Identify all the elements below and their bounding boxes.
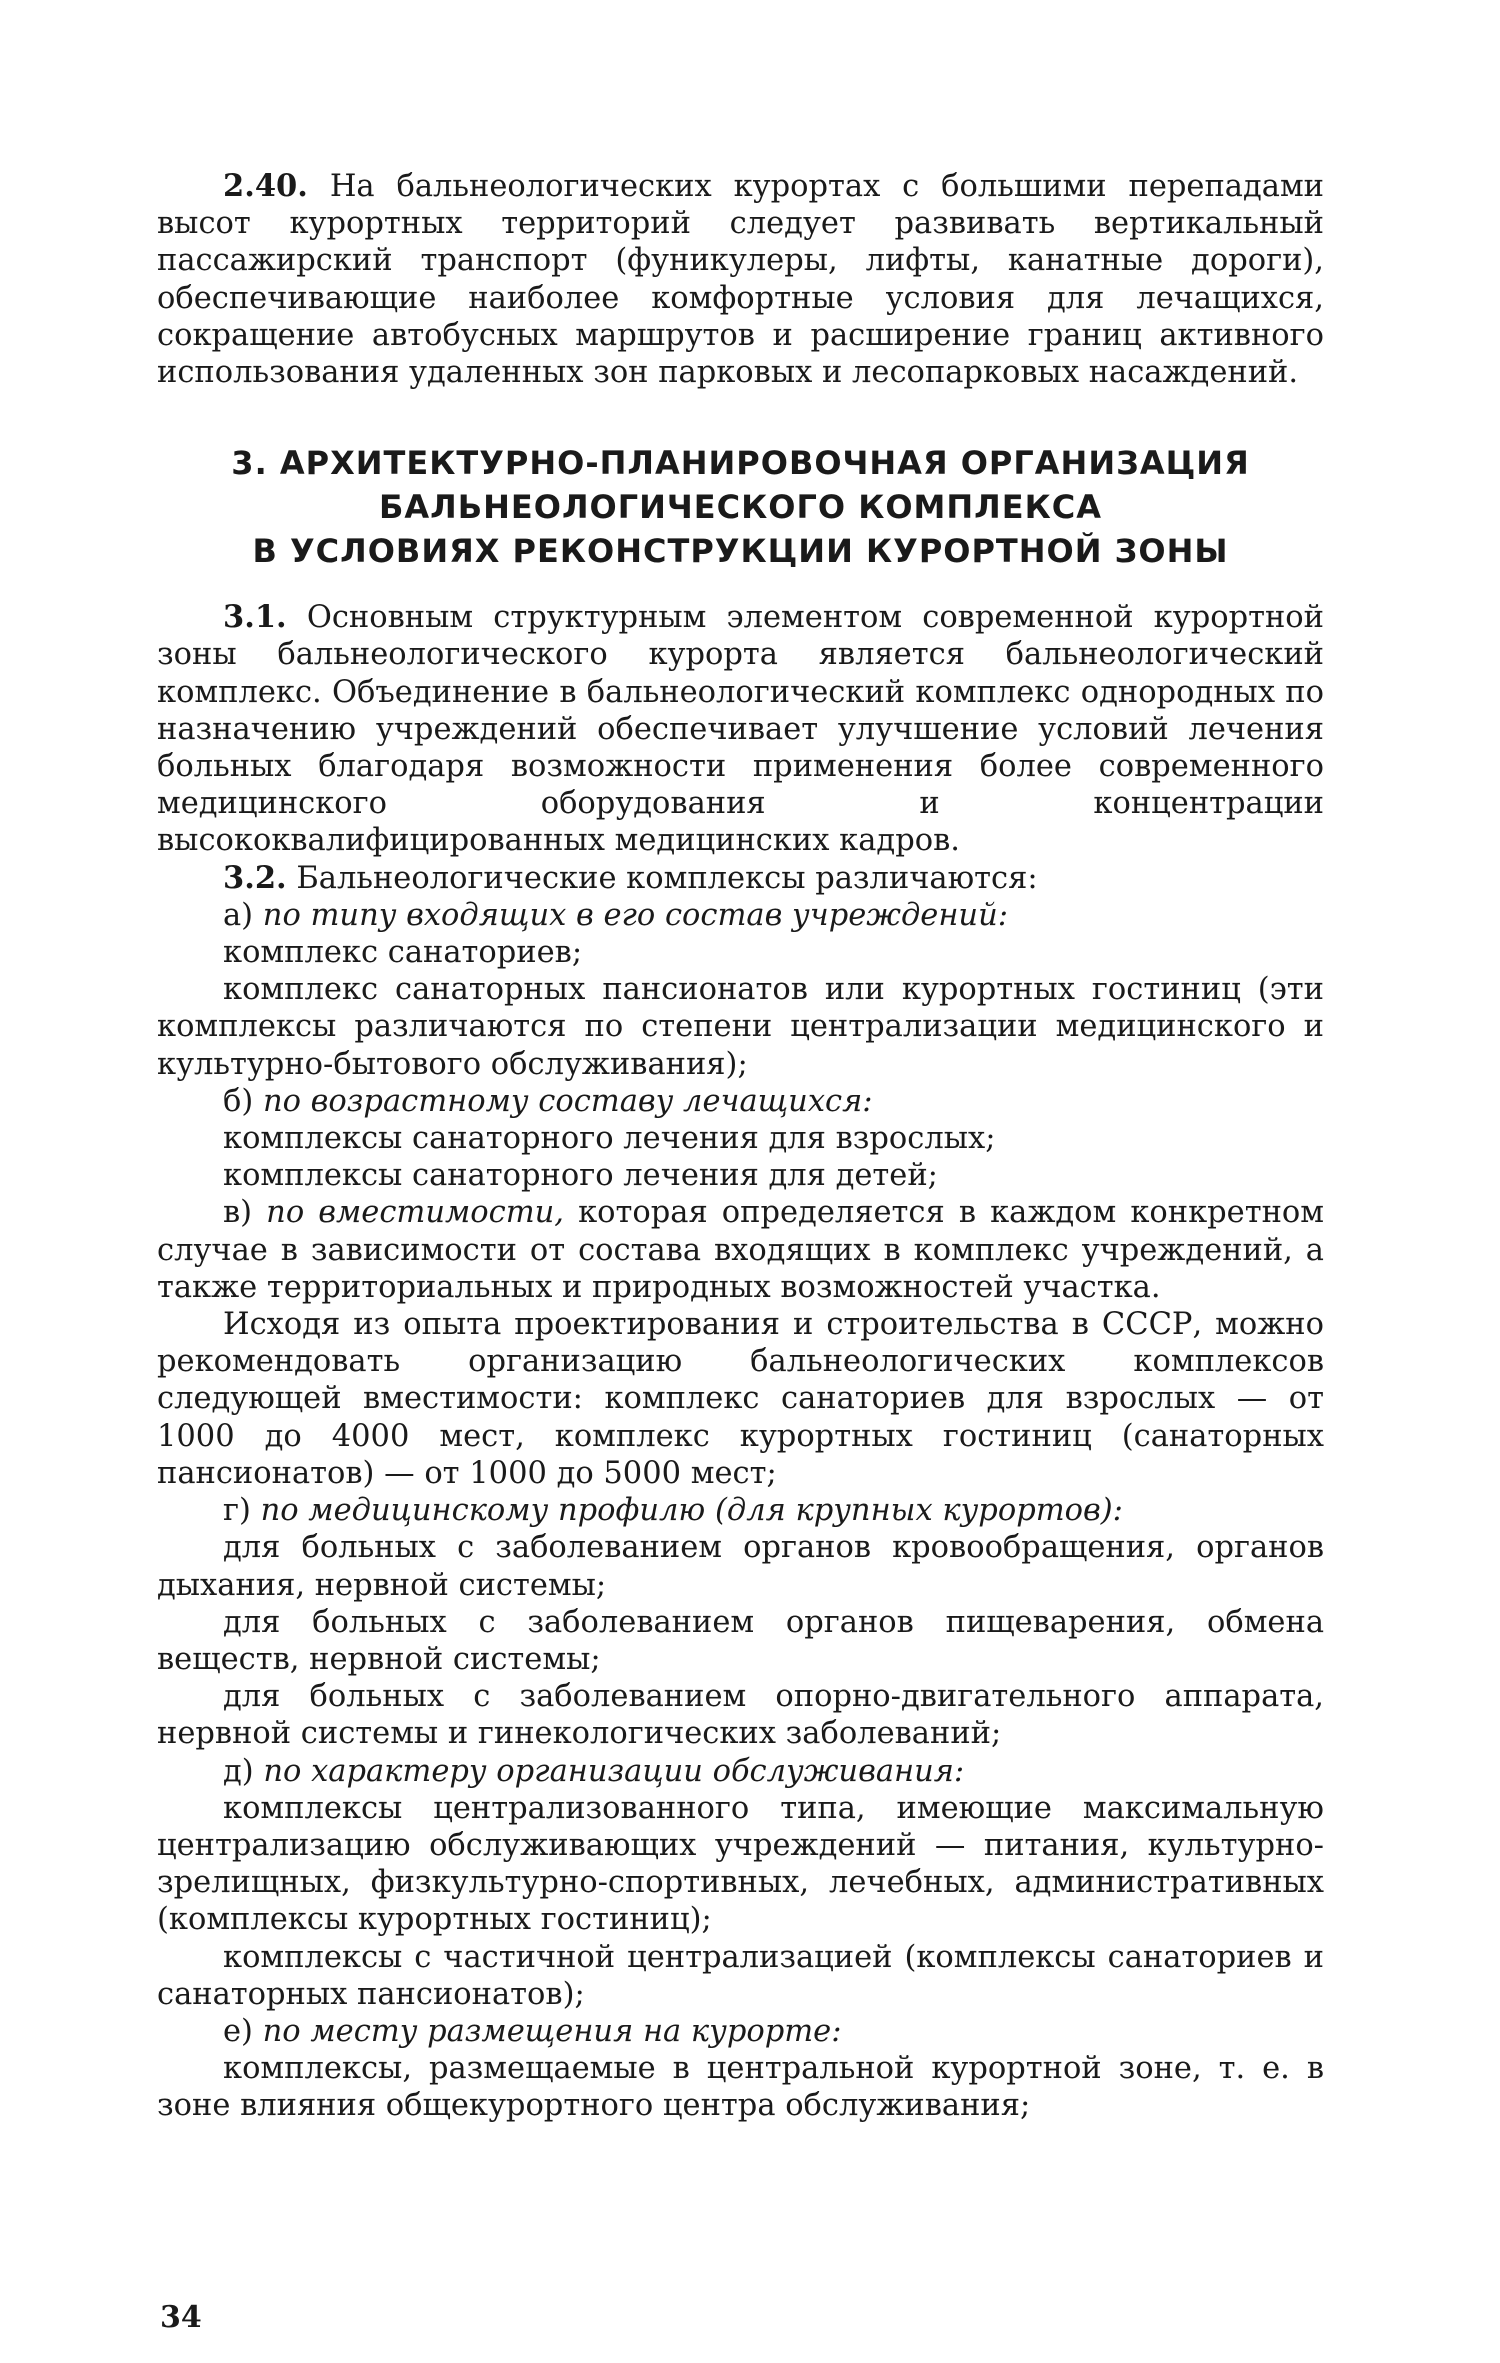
list-item: для больных с заболеванием опорно-двигательного аппарата, нервной системы и гинекологических заболеваний; bbox=[157, 1679, 1324, 1752]
list-marker: в) bbox=[223, 1195, 253, 1231]
section-heading bbox=[157, 441, 1324, 573]
list-text: которая определяется в каждом конкретном случае в зависимости от состава входящих в комплекс учреждений, а также территориальных и природных возможностей участка. bbox=[157, 1195, 1325, 1305]
list-item: для больных с заболеванием органов пищеварения, обмена веществ, нервной системы; bbox=[157, 1604, 1324, 1677]
list-marker: д) bbox=[223, 1753, 254, 1789]
list-item: комплекс санаториев; bbox=[223, 935, 583, 971]
list-title: по возрастному составу лечащихся: bbox=[262, 1083, 873, 1119]
list-item: комплексы санаторного лечения для взрослых; bbox=[223, 1121, 996, 1157]
clause-number: 3.1. bbox=[223, 599, 287, 636]
list-heading-a bbox=[157, 897, 1324, 934]
spacer bbox=[157, 391, 1324, 441]
spacer bbox=[157, 573, 1324, 599]
list-heading-e bbox=[157, 2013, 1324, 2050]
paragraph-text: Основным структурным элементом современной курортной зоны бальнеологического курорта является бальнеологический комплекс. Объединение в бальнеологический комплекс однородных по назначению учреждений обеспечивает улучшение условий лечения больных благодаря возможности применения более современного медицинского оборудования и концентрации высококвалифицированных медицинских кадров. bbox=[157, 600, 1324, 859]
list-item: комплексы, размещаемые в центральной курортной зоне, т. е. в зоне влияния общекурортного центра обслуживания; bbox=[157, 2051, 1324, 2124]
page-content bbox=[157, 168, 1324, 2125]
paragraph-text: Бальнеологические комплексы различаются: bbox=[296, 860, 1038, 896]
clause-number: 3.2. bbox=[223, 859, 287, 896]
list-item: для больных с заболеванием органов кровообращения, органов дыхания, нервной системы; bbox=[157, 1530, 1324, 1603]
heading-line-3: В УСЛОВИЯХ РЕКОНСТРУКЦИИ КУРОРТНОЙ ЗОНЫ bbox=[252, 532, 1229, 571]
paragraph-2-40 bbox=[157, 168, 1324, 391]
list-heading-v bbox=[157, 1194, 1324, 1306]
paragraph-experience: Исходя из опыта проектирования и строительства в СССР, можно рекомендовать организацию бальнеологических комплексов следующей вместимости: комплекс санаториев для взрослых — от 1000 до 4000 мест, комплекс курортных гостиниц (санаторных пансионатов) — от 1000 до 5000 мест; bbox=[157, 1307, 1324, 1491]
list-heading-d bbox=[157, 1753, 1324, 1790]
paragraph-text: На бальнеологических курортах с большими перепадами высот курортных территорий следует развивать вертикальный пассажирский транспорт (фуникулеры, лифты, канатные дороги), обеспечивающие наиболее комфортные условия для лечащихся, сокращение автобусных маршрутов и расширение границ активного использования удаленных зон парковых и лесопарковых насаждений. bbox=[157, 169, 1324, 391]
list-title: по типу входящих в его состав учреждений: bbox=[262, 897, 1008, 933]
list-item: комплексы с частичной централизацией (комплексы санаториев и санаторных пансионатов); bbox=[157, 1939, 1324, 2012]
list-heading-b bbox=[157, 1083, 1324, 1120]
list-title: по характеру организации обслуживания: bbox=[263, 1753, 965, 1789]
list-item: комплекс санаторных пансионатов или курортных гостиниц (эти комплексы различаются по степени централизации медицинского и культурно-бытового обслуживания); bbox=[157, 972, 1324, 1082]
list-marker: б) bbox=[223, 1083, 254, 1119]
list-title: по месту размещения на курорте: bbox=[262, 2013, 842, 2049]
list-marker: а) bbox=[223, 897, 254, 933]
list-item: комплексы санаторного лечения для детей; bbox=[223, 1158, 938, 1194]
list-heading-g bbox=[157, 1492, 1324, 1529]
heading-line-2: БАЛЬНЕОЛОГИЧЕСКОГО КОМПЛЕКСА bbox=[378, 488, 1103, 527]
list-marker: е) bbox=[223, 2013, 253, 2049]
list-item: комплексы централизованного типа, имеющие максимальную централизацию обслуживающих учреждений — питания, культурно-зрелищных, физкультурно-спортивных, лечебных, административных (комплексы курортных гостиниц); bbox=[157, 1790, 1324, 1938]
list-title: по вместимости, bbox=[266, 1195, 564, 1231]
heading-line-1: 3. АРХИТЕКТУРНО-ПЛАНИРОВОЧНАЯ ОРГАНИЗАЦИЯ bbox=[231, 444, 1250, 483]
page-number: 34 bbox=[160, 2300, 202, 2335]
paragraph-3-2 bbox=[157, 860, 1324, 897]
paragraph-3-1 bbox=[157, 599, 1324, 859]
list-marker: г) bbox=[223, 1493, 251, 1529]
list-title: по медицинскому профилю (для крупных курортов): bbox=[260, 1493, 1123, 1529]
clause-number: 2.40. bbox=[223, 168, 308, 204]
